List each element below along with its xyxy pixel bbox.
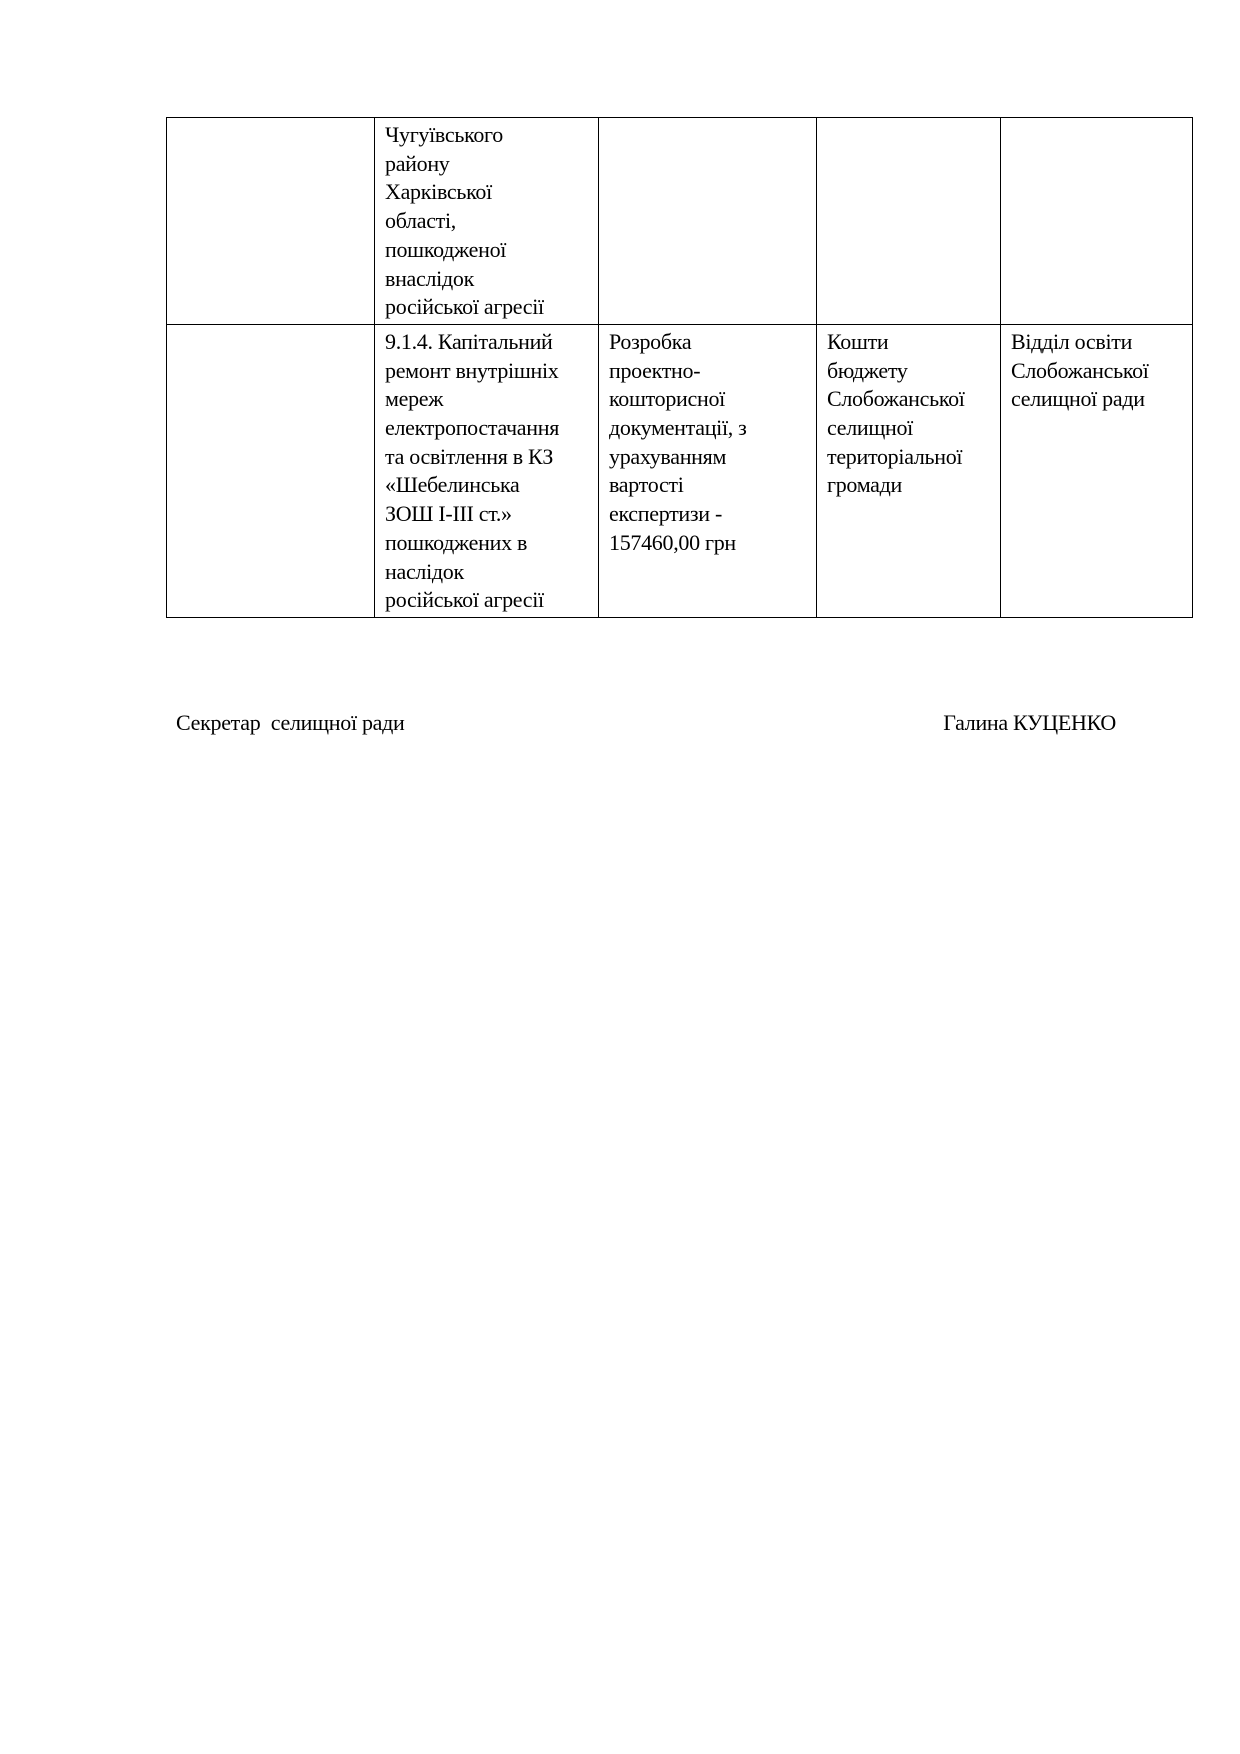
cell-text: Чугуївського району Харківської області, пошкодженої внаслідок російської агресії <box>385 122 544 320</box>
cell-text: Відділ освіти Слобожанської селищної ради <box>1011 328 1149 412</box>
table-cell <box>1001 118 1193 325</box>
cell-text: 9.1.4. Капітальний ремонт внутрішніх мереж електропостачання та освітлення в КЗ «Шебелинська ЗОШ І-ІІІ ст.» пошкоджених в наслідок російської агресії <box>385 328 560 613</box>
signatory-name: Галина КУЦЕНКО <box>943 710 1116 735</box>
table-cell <box>375 324 599 617</box>
table-cell <box>817 118 1001 325</box>
cell-text: Розробка проектно- кошторисної документації, з урахуванням вартості експертизи - 157460,00 грн <box>609 328 747 555</box>
program-measures-table <box>166 117 1193 618</box>
table-row <box>167 118 1193 325</box>
table-cell <box>167 324 375 617</box>
table-cell <box>599 324 817 617</box>
table-cell <box>599 118 817 325</box>
table-cell <box>167 118 375 325</box>
table-row <box>167 324 1193 617</box>
table-cell <box>817 324 1001 617</box>
table-cell <box>375 118 599 325</box>
signatory-position: Секретар селищної ради <box>176 710 405 735</box>
cell-text: Кошти бюджету Слобожанської селищної територіальної громади <box>827 328 965 498</box>
table-cell <box>1001 324 1193 617</box>
